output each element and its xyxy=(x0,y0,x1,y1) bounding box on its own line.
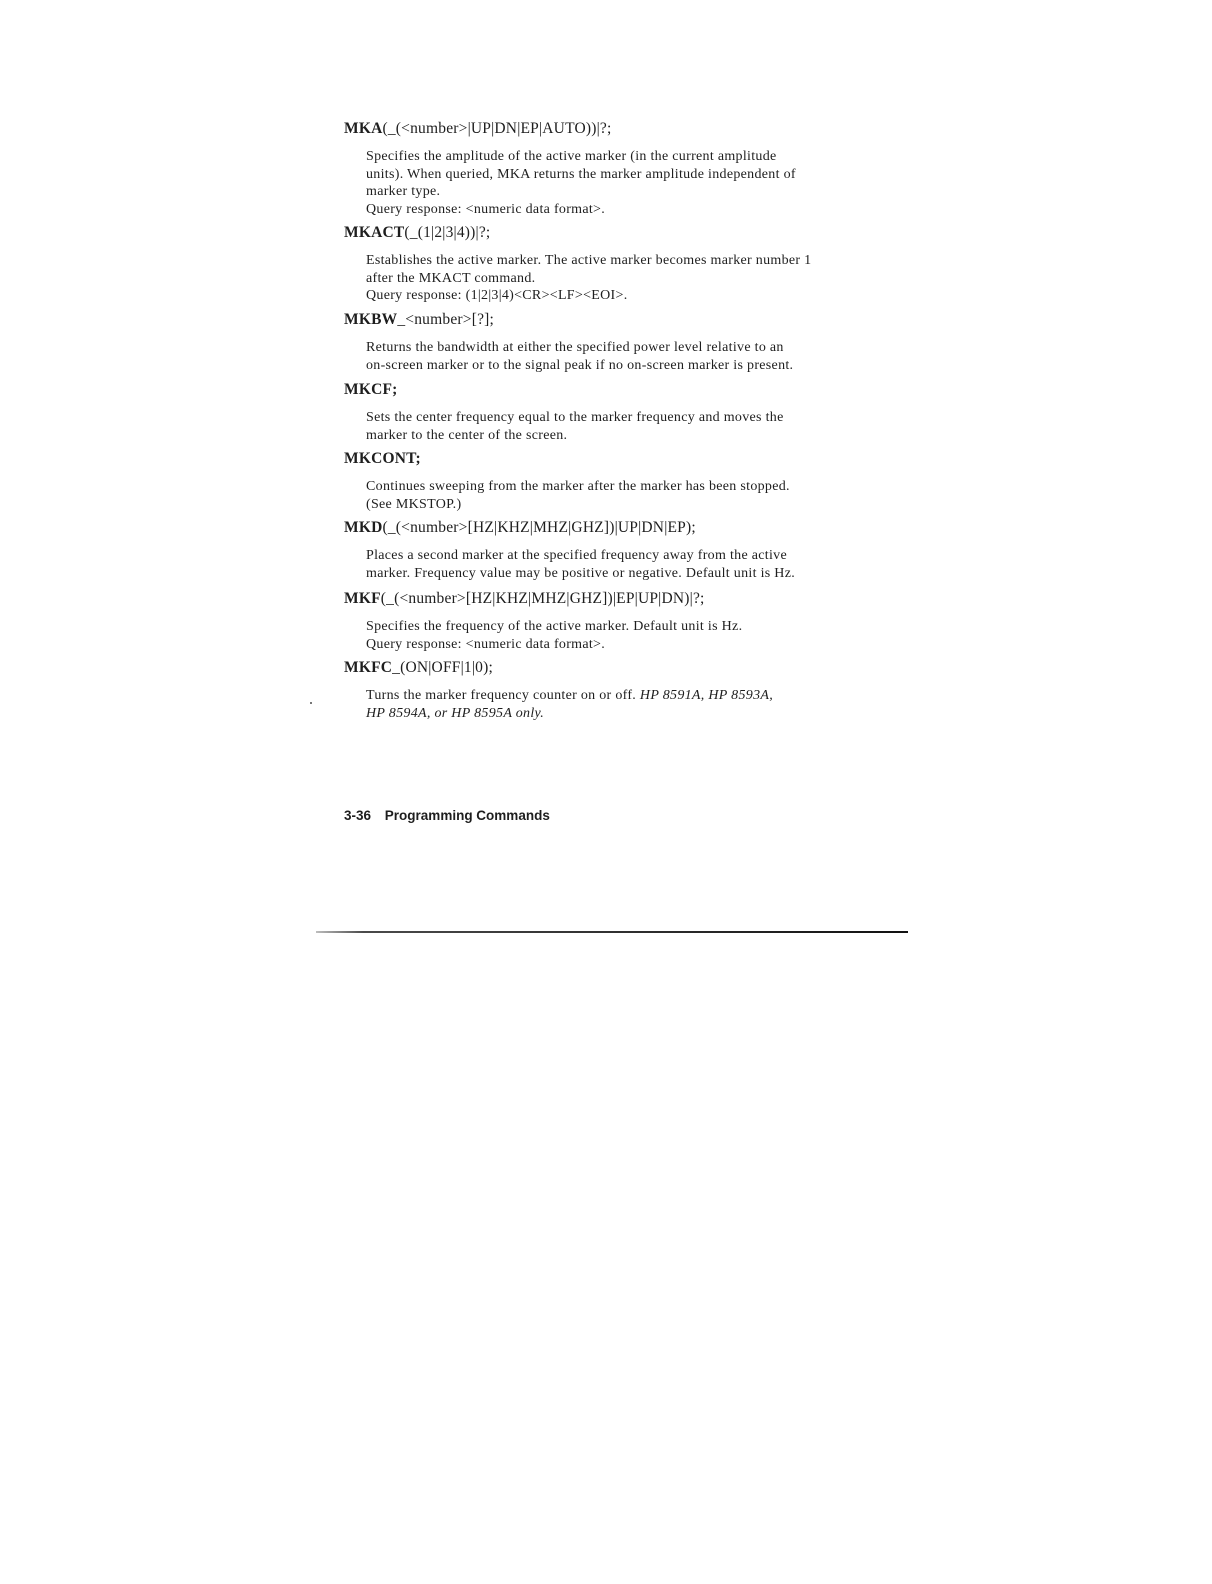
command-syntax xyxy=(344,518,904,537)
command-params: (_(<number>|UP|DN|EP|AUTO))|?; xyxy=(382,120,612,137)
description-text: Turns the marker frequency counter on or off. xyxy=(366,688,637,703)
description-line: units). When queried, MKA returns the marker amplitude independent of xyxy=(366,166,796,182)
command-description xyxy=(366,148,904,218)
description-line: marker to the center of the screen. xyxy=(366,427,568,443)
command-description xyxy=(366,547,904,582)
description-line xyxy=(366,687,904,705)
entry-mkact xyxy=(344,223,904,305)
section-title: Programming Commands xyxy=(384,808,550,823)
command-params: (_(1|2|3|4))|?; xyxy=(404,224,491,241)
command-description xyxy=(366,478,904,513)
entry-mkf xyxy=(344,589,904,653)
command-description xyxy=(366,687,904,722)
description-line: Specifies the frequency of the active marker. Default unit is Hz. xyxy=(366,619,743,634)
query-response: Query response: <numeric data format>. xyxy=(366,636,606,652)
command-keyword: MKF xyxy=(344,590,381,607)
entry-mkd xyxy=(344,518,904,582)
description-line: Specifies the amplitude of the active marker (in the current amplitude xyxy=(366,149,777,164)
query-response: Query response: <numeric data format>. xyxy=(366,201,606,217)
description-line: Sets the center frequency equal to the marker frequency and moves the xyxy=(366,410,784,425)
command-params: (_(<number>[HZ|KHZ|MHZ|GHZ])|UP|DN|EP); xyxy=(382,519,696,536)
query-response: Query response: (1|2|3|4)<CR><LF><EOI>. xyxy=(366,288,628,303)
description-line: marker type. xyxy=(366,184,441,199)
command-syntax xyxy=(344,658,904,677)
command-keyword: MKCF; xyxy=(344,381,398,398)
command-keyword: MKD xyxy=(344,519,383,536)
command-description xyxy=(366,339,904,374)
command-keyword: MKA xyxy=(344,120,383,137)
command-description xyxy=(366,252,904,305)
description-line: Places a second marker at the specified frequency away from the active xyxy=(366,548,787,563)
command-keyword: MKCONT; xyxy=(344,450,421,467)
description-line: (See MKSTOP.) xyxy=(366,496,462,512)
command-keyword: MKACT xyxy=(344,224,405,241)
command-keyword: MKBW xyxy=(344,311,398,328)
command-description xyxy=(366,618,904,653)
entry-mkfc xyxy=(344,658,904,722)
entry-mkbw xyxy=(344,310,904,374)
page-number: 3-36 xyxy=(344,808,372,823)
description-line: marker. Frequency value may be positive or negative. Default unit is Hz. xyxy=(366,565,796,581)
entry-mkcf xyxy=(344,380,904,444)
command-syntax xyxy=(344,589,904,608)
command-syntax xyxy=(344,380,904,399)
page-edge-rule xyxy=(316,931,908,933)
page-footer xyxy=(344,808,550,823)
description-line: Continues sweeping from the marker after the marker has been stopped. xyxy=(366,479,790,494)
command-description xyxy=(366,409,904,444)
description-line: Establishes the active marker. The active marker becomes marker number 1 xyxy=(366,253,812,268)
entry-mkcont xyxy=(344,449,904,513)
model-note: HP 8594A, or HP 8595A only. xyxy=(366,705,545,721)
entry-mka xyxy=(344,119,904,218)
scan-speck xyxy=(310,702,312,704)
command-syntax xyxy=(344,449,904,468)
command-params: _<number>[?]; xyxy=(397,311,495,328)
command-syntax xyxy=(344,119,904,138)
description-line: on-screen marker or to the signal peak if no on-screen marker is present. xyxy=(366,357,794,373)
description-line: after the MKACT command. xyxy=(366,270,536,286)
command-params: (_(<number>[HZ|KHZ|MHZ|GHZ])|EP|UP|DN)|?; xyxy=(380,590,705,607)
command-keyword: MKFC xyxy=(344,659,393,676)
command-params: _(ON|OFF|1|0); xyxy=(392,659,493,676)
command-syntax xyxy=(344,310,904,329)
model-note: HP 8591A, HP 8593A, xyxy=(639,688,774,703)
description-line: Returns the bandwidth at either the specified power level relative to an xyxy=(366,340,784,355)
command-syntax xyxy=(344,223,904,242)
